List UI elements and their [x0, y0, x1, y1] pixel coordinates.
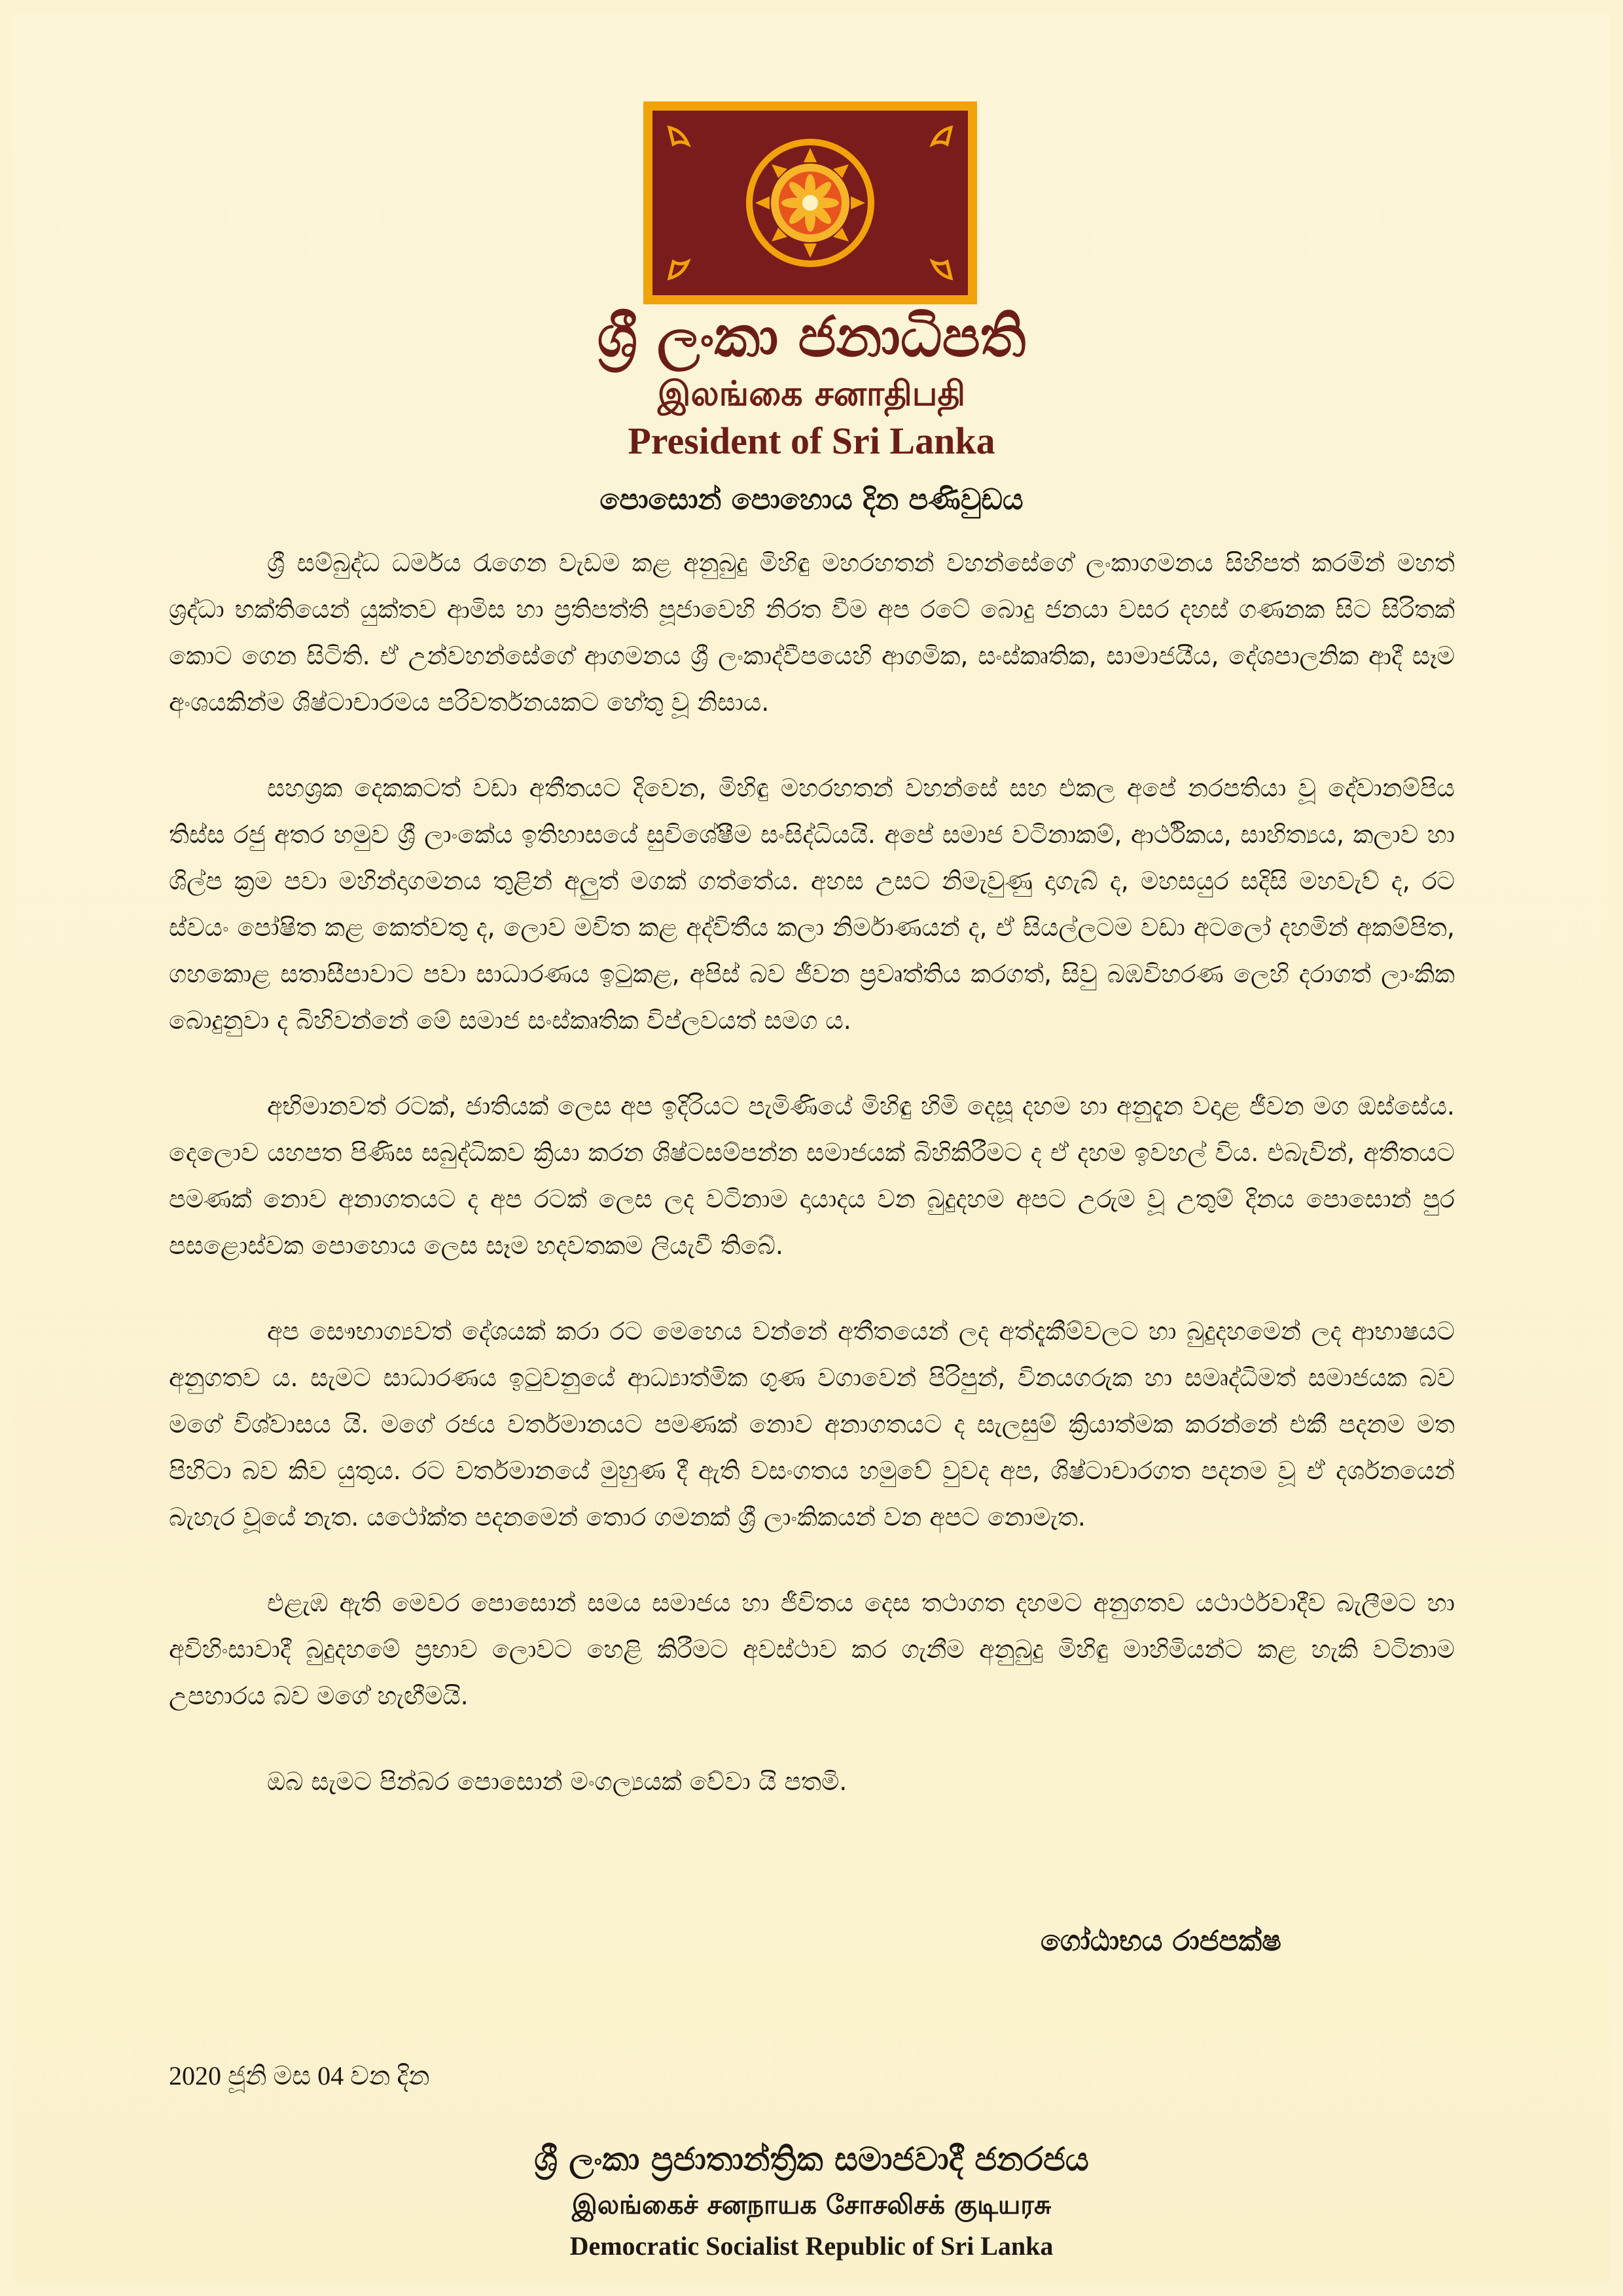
paragraph: එළැඹ ඇති මෙවර පොසොන් සමය සමාජය හා ජීවිතය දෙස තථාගත දහමට අනුගතව යථාර්ථවාදීව බැලීමට හා අවිහිංසාවාදී බුදුදහමේ ප්‍රභාව ලොවට හෙළි කිරීමට අවස්ථාව කර ගැනීම අනුබුදු මිහිඳු මාහිමියන්ට කළ හැකි වටිනාම උපහාරය බව මගේ හැඟීමයි.: [169, 1588, 1455, 1710]
message-title: පොසොන් පොහොය දින පණිවුඩය: [599, 483, 1024, 516]
message-date: 2020 ජූනි මස 04 වන දින: [169, 2061, 430, 2090]
title-tamil: இலங்கை சனாதிபதி: [657, 374, 966, 414]
footer-english: Democratic Socialist Republic of Sri Lanka: [569, 2231, 1054, 2261]
title-sinhala: ශ්‍රී ලංකා ජනාධිපති: [597, 304, 1026, 370]
paragraph: අභිමානවත් රටක්, ජාතියක් ලෙස අප ඉදිරියට පැමිණියේ මිහිඳු හිමි දෙසූ දහම හා අනුදැන වදාළ ජීවන මග ඔස්සේය. දෙලොව යහපත පිණිස සබුද්ධිකව ක්‍රියා කරන ශිෂ්ටසම්පන්න සමාජයක් බිහිකිරීමට ද ඒ දහම ඉවහල් විය. එබැවින්, අතීතයට පමණක් නොව අනාගතයට ද අප රටක් ලෙස ලද වටිනාම දායාදය වන බුදුදහම අපට උරුම වූ උතුම් දිනය පොසොන් පුර පසළොස්වක පොහොය ලෙස සෑම හදවතකම ලියැවී තිබේ.: [169, 1092, 1455, 1260]
closing-wish: ඔබ සැමට පින්බර පොසොන් මංගල්‍යයක් වේවා යි පතමි.: [267, 1767, 847, 1796]
message-body: [169, 540, 1455, 1844]
signature-name: ගෝඨාභය රාජපක්ෂ: [1041, 1924, 1281, 1958]
presidential-flag-icon: [643, 101, 977, 304]
paragraph: සහශ්‍රක දෙකකටත් වඩා අතීතයට දිවෙන, මිහිඳු මහරහතන් වහන්සේ සහ එකල අපේ නරපතියා වූ දේවානම්පිය තිස්ස රජු අතර හමුව ශ්‍රී ලාංකේය ඉතිහාසයේ සුවිශේෂීම සංසිද්ධියයි. අපේ සමාජ වටිනාකම්, ආර්ථිකය, සාහිත්‍යය, කලාව හා ශිල්ප ක්‍රම පවා මහින්දාගමනය තුළින් අලුත් මගක් ගත්තේය. අහස උසට නිමැවුණු දාගැබ් ද, මහසයුර සදිසි මහවැව් ද, රට ස්වයං පෝෂිත කළ කෙත්වතු ද, ලොව මවිත කළ අද්විතීය කලා නිර්මාණයන් ද, ඒ සියල්ලටම වඩා අටලෝ දහමින් අකම්පිත, ගහකොළ සතාසීපාවාට පවා සාධාරණය ඉටුකළ, අපිස් බව ජීවන ප්‍රවෘත්තිය කරගත්, සිවු බඹවිහරණ ලෙහි දරාගත් ලාංකික බොදුනුවා ද බිහිවන්නේ මේ සමාජ සංස්කෘතික විප්ලවයත් සමග ය.: [169, 774, 1455, 1035]
paragraph: අප සෞභාග්‍යවත් දේශයක් කරා රට මෙහෙය වන්නේ අතීතයෙන් ලද අත්දැකීම්වලට හා බුදුදහමෙන් ලද ආභාෂයට අනුගතව ය. සැමට සාධාරණය ඉටුවනුයේ ආධ්‍යාත්මික ගුණ වගාවෙන් පිරිපුන්, විනයගරුක හා සමෘද්ධිමත් සමාජයක බව මගේ විශ්වාසය යි. මගේ රජය වර්තමානයට පමණක් නොව අනාගතයට ද සැලසුම් ක්‍රියාත්මක කරන්නේ එකී පදනම මත පිහිටා බව කිව යුතුය. රට වර්තමානයේ මුහුණ දී ඇති වසංගතය හමුවේ වුවද අප, ශිෂ්ටාචාරගත පදනම වූ ඒ දර්ශනයෙන් බැහැර වූයේ නැත. යථෝක්ත පදනමෙන් තොර ගමනක් ශ්‍රී ලාංකිකයන් වන අපට නොමැත.: [169, 1317, 1455, 1532]
paragraph: ශ්‍රී සම්බුද්ධ ධර්මය රැගෙන වැඩම කළ අනුබුදු මිහිඳු මහරහතන් වහන්සේගේ ලංකාගමනය සිහිපත් කරමින් මහත් ශ්‍රද්ධා භක්තියෙන් යුක්තව ආමිස හා ප්‍රතිපත්ති පූජාවෙහි නිරත වීම අප රටේ බොදු ජනයා වසර දහස් ගණනක සිට සිරිතක් කොට ගෙන සිටිති. ඒ උන්වහන්සේගේ ආගමනය ශ්‍රී ලංකාද්වීපයෙහි ආගමික, සංස්කෘතික, සාමාජයීය, දේශපාලනික ආදී සෑම අංශයකින්ම ශිෂ්ටාචාරමය පරිවර්තනයකට හේතු වූ නිසාය.: [169, 548, 1455, 717]
title-english: President of Sri Lanka: [628, 420, 995, 462]
footer-sinhala: ශ්‍රී ලංකා ප්‍රජාතාන්ත්‍රික සමාජවාදී ජනරජය: [534, 2140, 1089, 2178]
footer-tamil: இலங்கைச் சனநாயக சோசலிசக் குடியரசு: [571, 2190, 1052, 2220]
